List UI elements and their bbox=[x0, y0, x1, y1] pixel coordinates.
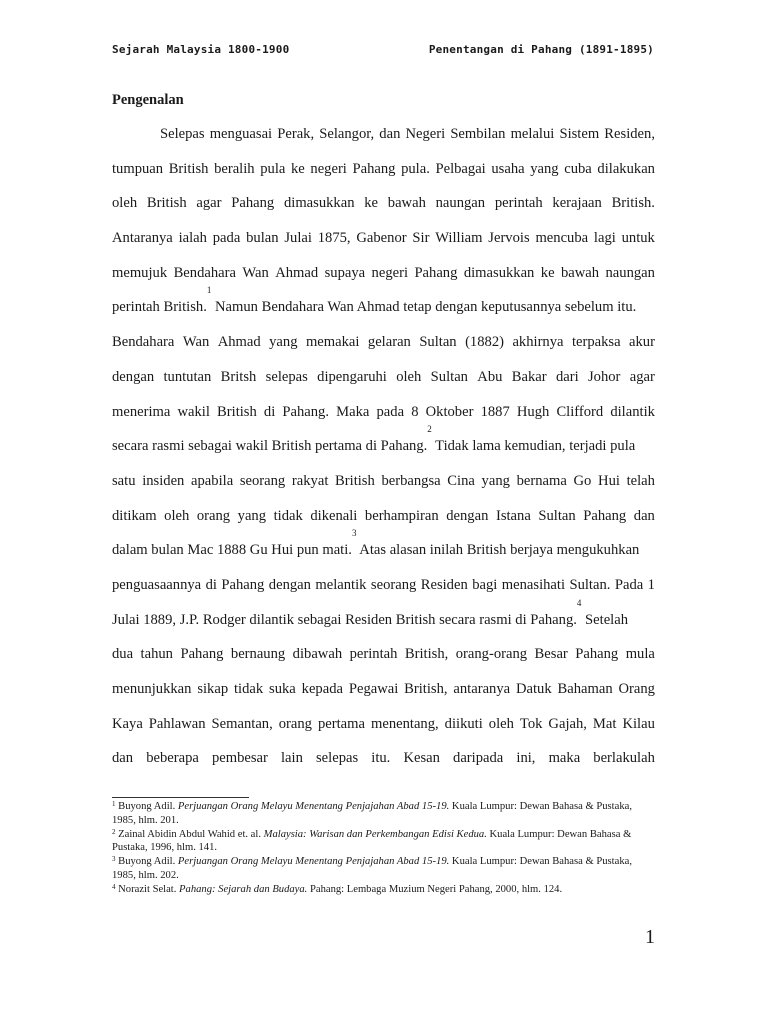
footnote: $^2$ Zainal Abidin Abdul Wahid et. al. Malaysia: Warisan dan Perkembangan Edisi Kedua. Kuala Lumpur: Dewan Bahasa & Pustaka, 1996, hlm. 141. bbox=[112, 827, 632, 854]
header-chapter-title: Penentangan di Pahang (1891-1895) bbox=[428, 43, 654, 56]
text-line: Selepas menguasai Perak, Selangor, dan Negeri Sembilan melalui Sistem Residen, bbox=[160, 126, 655, 142]
body-paragraph bbox=[112, 117, 655, 776]
footnote-separator bbox=[112, 797, 249, 798]
text-line: Julai 1889, J.P. Rodger dilantik sebagai Residen British secara rasmi di Pahang. 4 Setelah bbox=[112, 603, 655, 638]
header-book-title: Sejarah Malaysia 1800-1900 bbox=[112, 43, 290, 56]
text-line: dan beberapa pembesar lain selepas itu. Kesan daripada ini, maka berlakulah bbox=[112, 750, 655, 767]
text-line: oleh British agar Pahang dimasukkan ke bawah naungan perintah kerajaan British. bbox=[112, 195, 655, 212]
footnotes bbox=[112, 800, 657, 897]
page-number: 1 bbox=[645, 926, 655, 948]
footnote-ref[interactable]: 3 bbox=[351, 528, 357, 539]
text-line: ditikam oleh orang yang tidak dikenali berhampiran dengan Istana Sultan Pahang dan bbox=[112, 507, 655, 524]
text-line: dengan tuntutan Britsh selepas dipengaruhi oleh Sultan Abu Bakar dari Johor agar bbox=[112, 368, 655, 385]
footnote-ref[interactable]: 2 bbox=[427, 424, 432, 435]
text-line: dalam bulan Mac 1888 Gu Hui pun mati. 3 Atas alasan inilah British berjaya mengukuhkan bbox=[112, 533, 655, 568]
text-line: tumpuan British beralih pula ke negeri Pahang pula. Pelbagai usaha yang cuba dilakukan bbox=[112, 160, 655, 177]
footnote-ref[interactable]: 1 bbox=[206, 285, 212, 296]
text-line: dua tahun Pahang bernaung dibawah perintah British, orang-orang Besar Pahang mula bbox=[112, 646, 655, 663]
text-line: satu insiden apabila seorang rakyat British berbangsa Cina yang bernama Go Hui telah bbox=[112, 472, 655, 489]
text-line: menerima wakil British di Pahang. Maka pada 8 Oktober 1887 Hugh Clifford dilantik bbox=[112, 403, 655, 420]
text-line: penguasaannya di Pahang dengan melantik seorang Residen bagi menasihati Sultan. Pada 1 bbox=[112, 576, 655, 593]
text-line: perintah British. 1 Namun Bendahara Wan Ahmad tetap dengan keputusannya sebelum itu. bbox=[112, 290, 655, 325]
text-line: secara rasmi sebagai wakil British pertama di Pahang. 2 Tidak lama kemudian, terjadi pula bbox=[112, 429, 655, 464]
text-line: Kaya Pahlawan Semantan, orang pertama menentang, diikuti oleh Tok Gajah, Mat Kilau bbox=[112, 715, 655, 732]
section-heading: Pengenalan bbox=[112, 92, 184, 108]
running-header bbox=[112, 43, 654, 56]
footnote: $^4$ Norazit Selat. Pahang: Sejarah dan Budaya. Pahang: Lembaga Muzium Negeri Pahang, 2000, hlm. 124. bbox=[112, 882, 563, 895]
footnote-ref[interactable]: 4 bbox=[576, 597, 582, 608]
footnote: $^1$ Buyong Adil. Perjuangan Orang Melayu Menentang Penjajahan Abad 15-19. Kuala Lumpur: Dewan Bahasa & Pustaka, 1985, hlm. 201. bbox=[112, 800, 632, 826]
footnote: $^3$ Buyong Adil. Perjuangan Orang Melayu Menentang Penjajahan Abad 15-19. Kuala Lumpur: Dewan Bahasa & Pustaka, 1985, hlm. 202. bbox=[112, 855, 632, 881]
text-line: memujuk Bendahara Wan Ahmad supaya negeri Pahang dimasukkan ke bawah naungan bbox=[112, 264, 655, 281]
text-line: Antaranya ialah pada bulan Julai 1875, Gabenor Sir William Jervois mencuba lagi untuk bbox=[112, 230, 655, 247]
text-line: Bendahara Wan Ahmad yang memakai gelaran Sultan (1882) akhirnya terpaksa akur bbox=[112, 334, 655, 351]
text-line: menunjukkan sikap tidak suka kepada Pegawai British, antaranya Datuk Bahaman Orang bbox=[112, 681, 655, 697]
